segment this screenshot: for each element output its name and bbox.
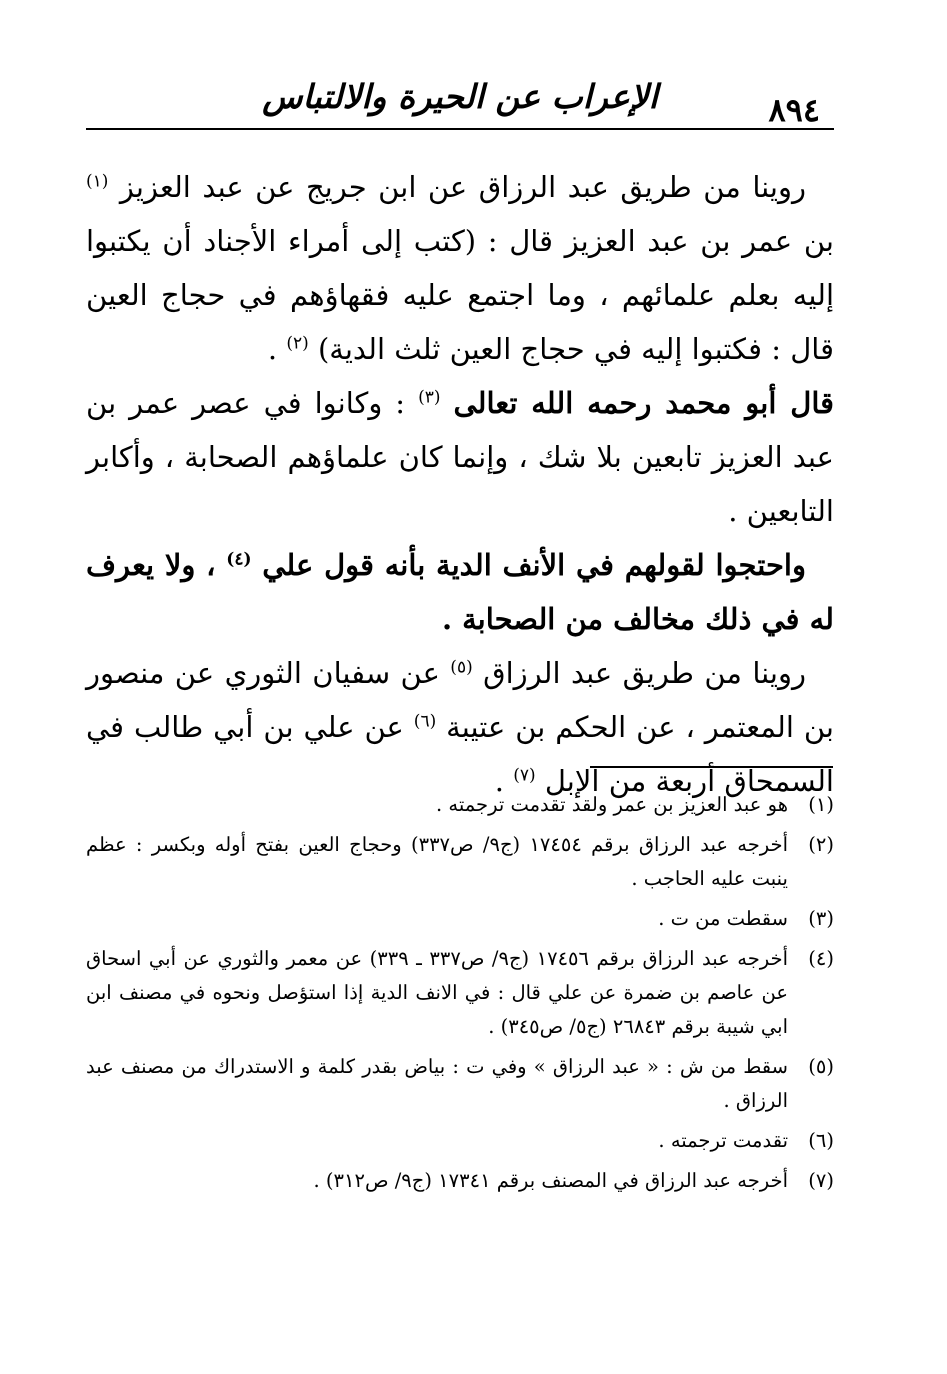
footnote-text: هو عبد العزيز بن عمر ولقد تقدمت ترجمته . — [436, 793, 788, 816]
footnote-text: أخرجه عبد الرزاق في المصنف برقم ١٧٣٤١ (ج٩/ ص٣١٢) . — [313, 1169, 788, 1192]
footnote-text: أخرجه عبد الرزاق برقم ١٧٤٥٦ (ج٩/ ص٣٣٧ ـ ٣٣٩) عن معمر والثوري عن أبي اسحاق عن عاصم بن ضمرة عن علي قال : في الانف الدية إذا استؤصل ونحوه في مصنف ابن ابي شيبة برقم ٢٦٨٤٣ (ج٥/ ص٣٤٥) . — [86, 947, 788, 1038]
footnote-ref-5: (٥) — [450, 657, 473, 678]
header-rule — [86, 128, 834, 130]
footnote-text: سقط من ش : « عبد الرزاق » وفي ت : بياض بقدر كلمة و الاستدراك من مصنف عبد الرزاق . — [86, 1055, 788, 1112]
footnote-4 — [86, 942, 834, 1044]
p1-text-b: بن عمر بن عبد العزيز قال : (كتب إلى أمراء الأجناد أن يكتبوا إليه بعلم علمائهم ، وما اجتمع عليه فقهاؤهم في حجاج العين قال : فكتبوا إليه في حجاج العين ثلث الدية) — [86, 224, 834, 366]
footnote-ref-7: (٧) — [513, 765, 536, 786]
main-text — [86, 160, 834, 808]
p4-text-d: . — [494, 764, 504, 798]
p4-text-a: روينا من طريق عبد الرزاق — [483, 656, 806, 690]
p2-text-a: قال أبو محمد رحمه الله تعالى — [453, 386, 835, 420]
p1-text-a: روينا من طريق عبد الرزاق عن ابن جريج عن عبد العزيز — [119, 170, 806, 204]
paragraph-3 — [86, 538, 834, 646]
footnote-number: (٥) — [808, 1055, 834, 1078]
footnote-5 — [86, 1050, 834, 1118]
page-header — [86, 74, 834, 130]
footnote-number: (٤) — [808, 947, 834, 970]
p3-text-b: ، ولا يعرف له في ذلك مخالف من الصحابة . — [86, 548, 834, 636]
footnote-number: (٢) — [808, 833, 834, 856]
footnote-separator — [590, 766, 833, 768]
footnote-number: (١) — [808, 793, 834, 816]
footnote-1 — [86, 788, 834, 822]
footnote-text: سقطت من ت . — [658, 907, 788, 930]
footnote-number: (٧) — [808, 1169, 834, 1192]
footnote-ref-3: (٣) — [418, 387, 441, 408]
p2-text-b: : وكانوا في عصر عمر بن عبد العزيز تابعين بلا شك ، وإنما كان علماؤهم الصحابة ، وأكابر التابعين . — [86, 386, 834, 528]
paragraph-1 — [86, 160, 834, 376]
footnote-7 — [86, 1164, 834, 1198]
paragraph-4 — [86, 646, 834, 808]
footnote-number: (٣) — [808, 907, 834, 930]
page-number: ٨٩٤ — [768, 91, 820, 129]
footnote-6 — [86, 1124, 834, 1158]
footnote-2 — [86, 828, 834, 896]
footnotes — [86, 788, 834, 1204]
footnote-ref-6: (٦) — [413, 711, 437, 732]
paragraph-2 — [86, 376, 834, 538]
p1-text-c: . — [267, 332, 278, 366]
p3-text-a: واحتجوا لقولهم في الأنف الدية بأنه قول علي — [262, 548, 806, 582]
footnote-text: تقدمت ترجمته . — [658, 1129, 788, 1152]
footnote-3 — [86, 902, 834, 936]
footnote-ref-1: (١) — [86, 171, 109, 192]
footnote-number: (٦) — [808, 1129, 834, 1152]
footnote-ref-4: (٤) — [226, 549, 252, 570]
p4-text-b: عن سفيان الثوري عن منصور بن المعتمر ، عن الحكم بن عتيبة — [86, 656, 835, 744]
footnote-ref-2: (٢) — [286, 333, 309, 354]
running-title: الإعراب عن الحيرة والالتباس — [262, 77, 658, 116]
p4-text-c: عن علي بن أبي طالب في السمحاق أربعة من الإبل — [86, 710, 834, 798]
footnote-text: أخرجه عبد الرزاق برقم ١٧٤٥٤ (ج٩/ ص٣٣٧) وحجاج العين بفتح أوله وبكسر : عظم ينبت عليه الحاجب . — [86, 833, 789, 890]
